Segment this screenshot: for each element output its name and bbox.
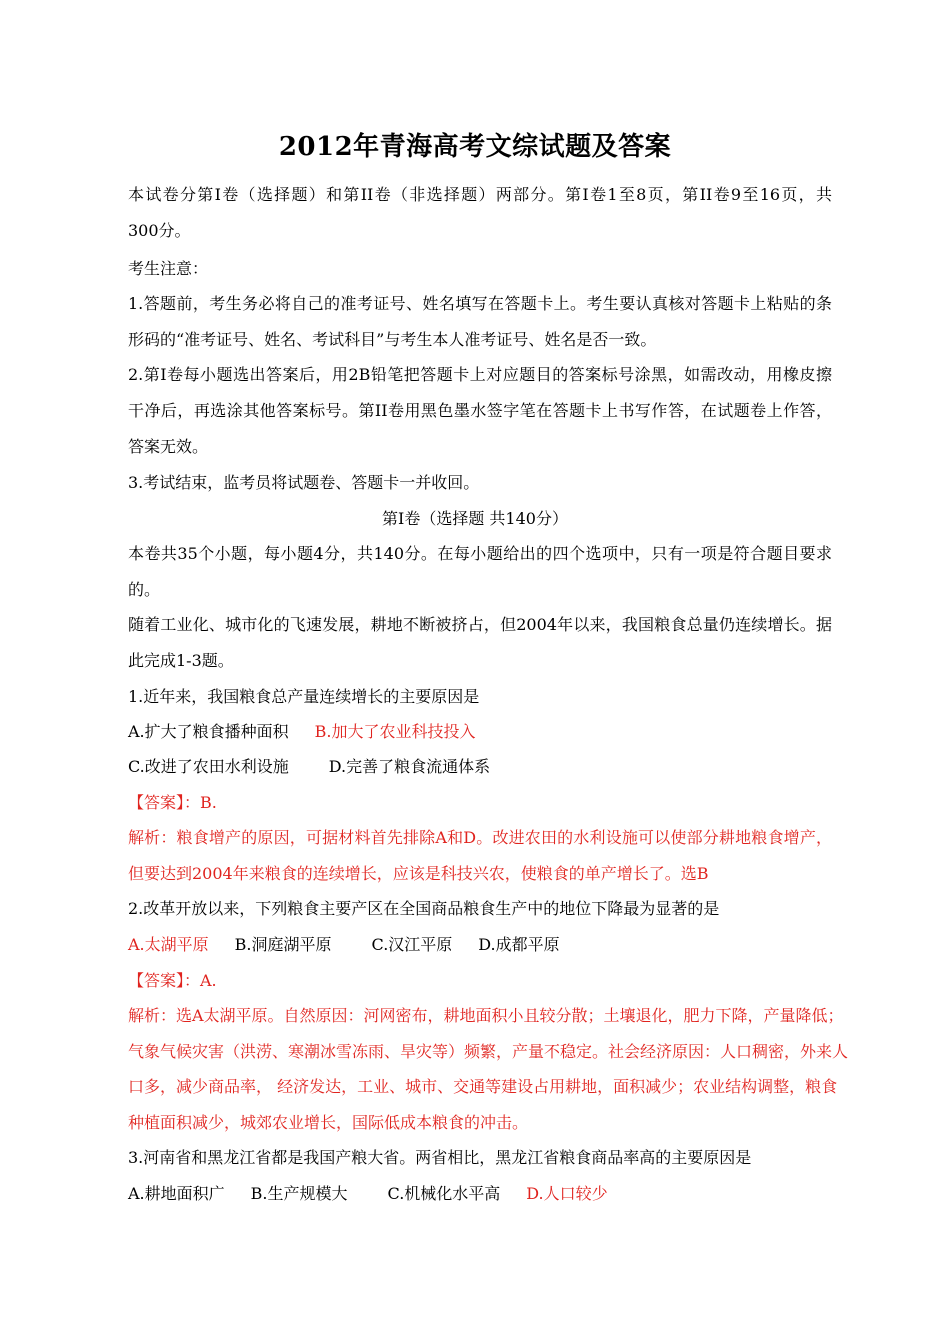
document-title: 2012年青海高考文综试题及答案 [278,132,672,162]
option-a-correct: A.太湖平原 [128,935,209,954]
option-c: C.改进了农田水利设施 [128,757,289,776]
option-c: C.机械化水平高 [387,1184,501,1203]
question-3-stem: 3.河南省和黑龙江省都是我国产粮大省。两省相比，黑龙江省粮食商品率高的主要原因是 [128,1148,752,1167]
option-d: D.成都平原 [478,935,560,954]
question-1-explanation-cont: 但要达到2004年来粮食的连续增长，应该是科技兴农，使粮食的单产增长了。选B [128,864,709,883]
question-2-explanation-cont: 种植面积减少，城郊农业增长，国际低成本粮食的冲击。 [128,1113,529,1132]
question-1-options-row-2 [128,754,832,777]
material-text-cont: 此完成1-3题。 [128,651,234,670]
question-2-answer: 【答案】：A. [128,971,217,990]
question-2-options [128,932,832,955]
question-2-explanation-cont: 气象气候灾害（洪涝、寒潮冰雪冻雨、旱灾等）频繁，产量不稳定。社会经济原因：人口稠密，外来人 [128,1042,849,1061]
option-a: A.耕地面积广 [128,1184,225,1203]
intro-line: 本试卷分第Ⅰ卷（选择题）和第II卷（非选择题）两部分。第Ⅰ卷1至8页，第II卷9至16页，共 [128,185,832,204]
question-1-stem: 1.近年来，我国粮食总产量连续增长的主要原因是 [128,687,480,706]
question-3-options [128,1181,832,1204]
option-a: A.扩大了粮食播种面积 [128,722,289,741]
option-b-correct: B.加大了农业科技投入 [314,722,476,741]
option-d-correct: D.人口较少 [526,1184,608,1203]
notice-heading: 考生注意： [128,259,209,278]
section-desc: 本卷共35个小题，每小题4分，共140分。在每小题给出的四个选项中，只有一项是符合题目要求 [128,544,832,563]
notice-item-2-cont: 干净后，再选涂其他答案标号。第II卷用黑色墨水签字笔在答题卡上书写作答，在试题卷上作答， [128,401,832,420]
option-c: C.汉江平原 [371,935,453,954]
notice-item-1: 1.答题前，考生务必将自己的准考证号、姓名填写在答题卡上。考生要认真核对答题卡上粘贴的条 [128,294,832,313]
question-1-answer: 【答案】：B. [128,793,217,812]
section-heading: 第Ⅰ卷（选择题 共140分） [382,509,568,528]
question-1-explanation: 解析：粮食增产的原因，可据材料首先排除A和D。改进农田的水利设施可以使部分耕地粮食增产， [128,828,832,847]
option-b: B.生产规模大 [250,1184,348,1203]
notice-item-2-cont: 答案无效。 [128,437,209,456]
question-2-explanation-cont: 口多，减少商品率， 经济发达，工业、城市、交通等建设占用耕地，面积减少；农业结构调整，粮食 [128,1077,838,1096]
option-d: D.完善了粮食流通体系 [328,757,491,776]
notice-item-1-cont: 形码的“准考证号、姓名、考试科目”与考生本人准考证号、姓名是否一致。 [128,330,657,349]
question-1-options-row-1 [128,719,832,742]
material-text: 随着工业化、城市化的飞速发展，耕地不断被挤占，但2004年以来，我国粮食总量仍连续增长。据 [128,615,832,634]
question-2-explanation: 解析：选A太湖平原。自然原因：河网密布，耕地面积小且较分散；土壤退化，肥力下降，产量降低； [128,1006,844,1025]
option-b: B.洞庭湖平原 [234,935,332,954]
question-2-stem: 2.改革开放以来，下列粮食主要产区在全国商品粮食生产中的地位下降最为显著的是 [128,899,720,918]
intro-line: 300分。 [128,221,191,240]
section-desc-cont: 的。 [128,580,161,599]
notice-item-2: 2.第Ⅰ卷每小题选出答案后，用2B铅笔把答题卡上对应题目的答案标号涂黑，如需改动，用橡皮擦 [128,365,832,384]
notice-item-3: 3.考试结束，监考员将试题卷、答题卡一并收回。 [128,473,480,492]
